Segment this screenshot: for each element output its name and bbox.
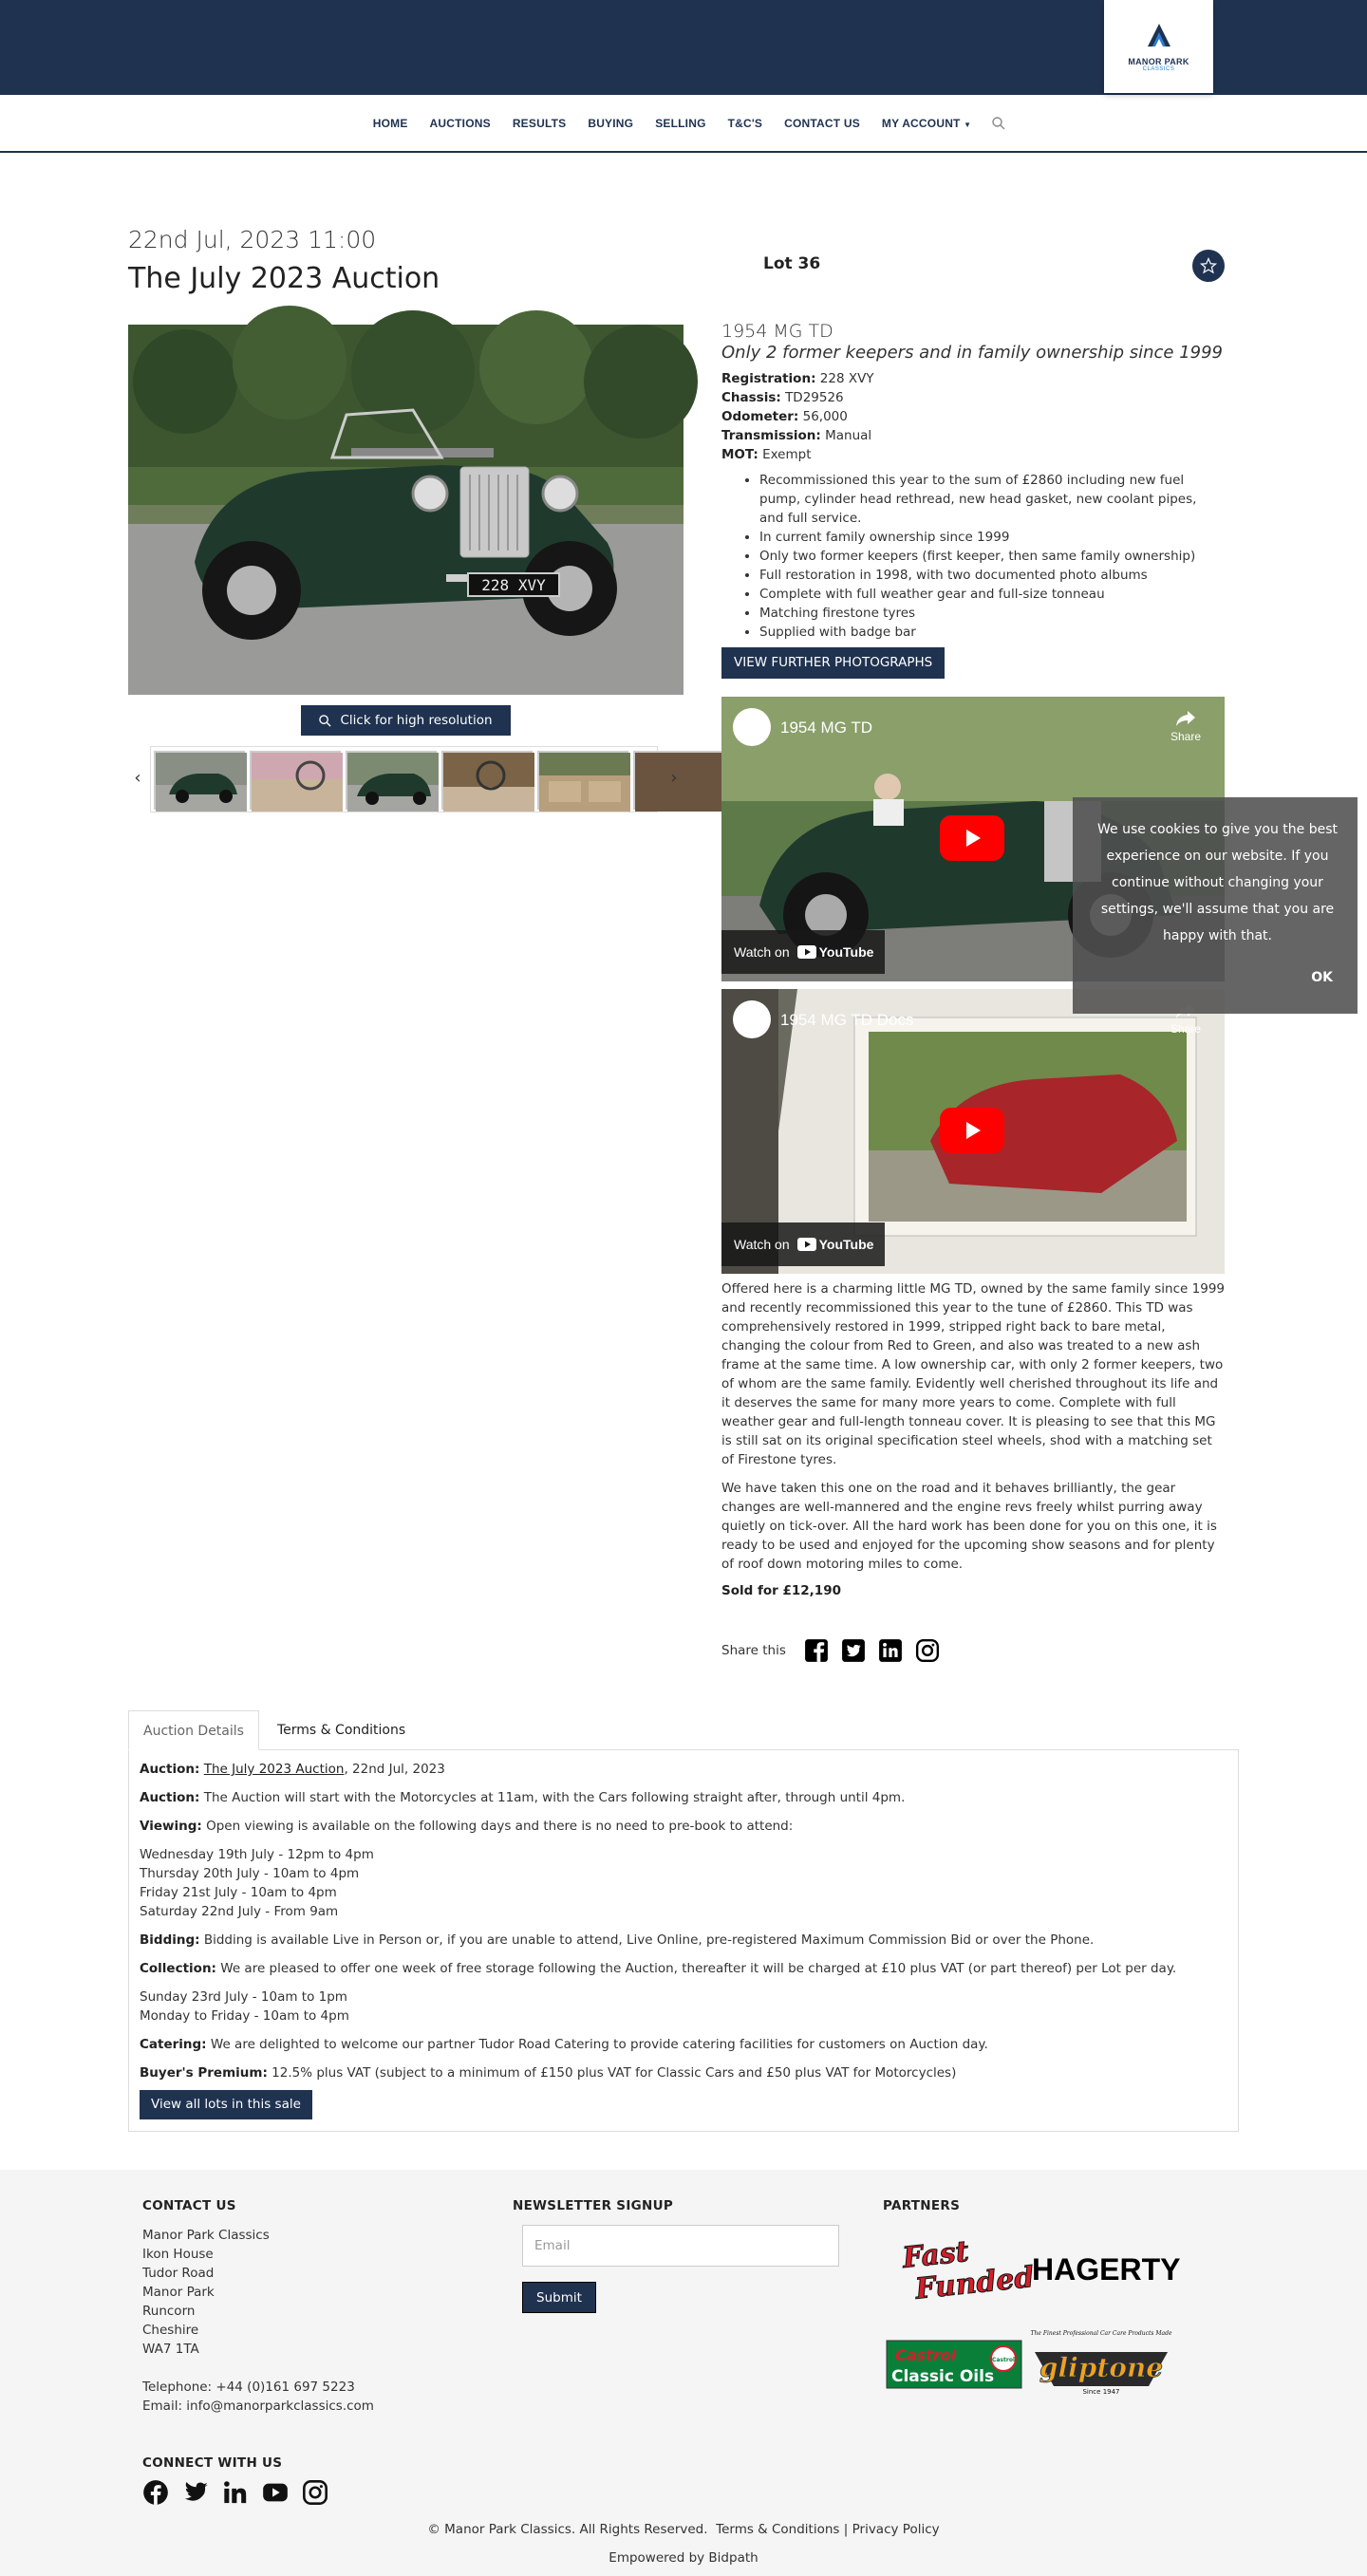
linkedin-icon[interactable] [222,2479,249,2506]
logo-name: MANOR PARK [1128,57,1189,66]
spec-label: MOT: [721,447,758,462]
spec-value: TD29526 [785,390,844,405]
detail-viewing [140,1817,1227,1836]
spec-odometer [721,407,1225,426]
list-item: • Only two former keepers (first keeper, then same family ownership) [759,547,1225,566]
footer-separator: | [843,2522,849,2537]
gliptone-logo [1030,2327,1172,2396]
share-bar [721,1638,940,1663]
youtube-icon [797,945,816,959]
video-title[interactable]: 1954 MG TD Docs [780,1011,914,1029]
chevron-right-icon[interactable]: › [670,767,678,788]
watch-on-label: Watch on [734,1237,790,1252]
detail-label: Catering: [140,2037,207,2052]
detail-label: Auction: [140,1790,200,1805]
partner-fast-funded[interactable] [892,2229,1036,2306]
nav-auctions[interactable]: AUCTIONS [429,116,491,130]
thumbnail-strip [150,746,658,812]
auction-details-panel [128,1750,1239,2132]
view-all-lots-button[interactable]: View all lots in this sale [140,2090,312,2119]
nav-tcs[interactable]: T&C'S [727,116,763,130]
search-icon [319,715,331,727]
footer-social [142,2479,328,2506]
description-paragraph: Offered here is a charming little MG TD, owned by the same family since 1999 and recently recommissioned this year to the tune of £2860. This TD was comprehensively restored in 1999, stripped right back to bare metal, changing the colour from Red to Green, and also was treated to a new ash frame at the same time. A low ownership car, with only 2 former keepers, two of whom are the same family. Evidently well cherished throughout its life and it deserves the same for many more years to come. Complete with full weather gear and full-length tonneau cover. It is pleasing to see that this MG is still sat on its original specification steel wheels, shod with a matching set of Firestone tyres. [721,1281,1225,1467]
detail-label: Viewing: [140,1819,202,1834]
youtube-wordmark: YouTube [818,944,874,960]
newsletter-email-input[interactable]: Email [522,2225,839,2267]
channel-avatar[interactable] [733,708,771,746]
lot-number: Lot 36 [763,254,821,273]
thumbnail[interactable] [441,751,533,810]
view-photographs-button[interactable]: VIEW FURTHER PHOTOGRAPHS [721,647,945,679]
detail-catering [140,2035,1227,2054]
play-icon [962,1120,983,1141]
lot-details [721,321,1225,679]
partner-hagerty[interactable] [1030,2249,1181,2287]
copyright-text: © Manor Park Classics. All Rights Reserved. [427,2522,708,2537]
tab-auction-details[interactable]: Auction Details [128,1710,259,1750]
address-line: Ikon House [142,2247,214,2262]
address-line: Manor Park [142,2285,215,2300]
auction-tabs [128,1710,1239,1750]
car-photo [128,325,684,695]
address-line: Runcorn [142,2304,196,2319]
viewing-day: Friday 21st July - 10am to 4pm [140,1885,337,1900]
address-line: Cheshire [142,2323,199,2338]
instagram-icon[interactable] [302,2479,328,2506]
auction-title: The July 2023 Auction [128,262,440,295]
auction-link[interactable]: The July 2023 Auction [203,1762,345,1777]
email-link[interactable]: Email: info@manorparkclassics.com [142,2399,374,2414]
connect-heading: CONNECT WITH US [142,2455,283,2471]
detail-bidding [140,1931,1227,1950]
cookie-message: We use cookies to give you the best experience on our website. If you continue without changing your settings, we'll assume that you are happy with that. [1096,822,1338,943]
nav-results[interactable]: RESULTS [512,116,567,130]
copyright-line [0,2522,1367,2537]
partner-castrol[interactable] [886,2340,1022,2389]
spec-value: 56,000 [802,409,848,424]
detail-premium [140,2063,1227,2082]
description-paragraph: We have taken this one on the road and it behaves brilliantly, the gear changes are well-mannered and the engine revs freely whilst purring away quietly on tick-over. All the hard work has been done for you on this one, it is ready to be used and enjoyed for the upcoming show seasons and for plenty of roof down motoring miles to come. [721,1481,1217,1572]
nav-home[interactable]: HOME [372,116,408,130]
lot-highlights [759,471,1225,642]
star-icon [1200,257,1217,274]
thumbnail[interactable] [537,751,628,810]
site-logo[interactable] [1104,0,1213,93]
share-label: Share [1170,730,1201,743]
high-resolution-button[interactable] [301,705,511,736]
youtube-wordmark: YouTube [818,1237,874,1252]
youtube-icon [797,1238,816,1251]
cookie-ok-button[interactable]: OK [1311,970,1333,985]
list-item: • Full restoration in 1998, with two documented photo albums [759,566,1225,585]
share-button[interactable] [1170,710,1201,743]
collection-day: Monday to Friday - 10am to 4pm [140,2008,349,2024]
partner-gliptone[interactable] [1030,2327,1172,2396]
twitter-icon[interactable] [841,1638,866,1663]
lot-description [721,1279,1225,1583]
caret-down-icon: ▼ [964,120,972,129]
share-this-label: Share this [721,1643,786,1658]
main-car-image[interactable] [128,325,684,695]
watch-on-label: Watch on [734,944,790,960]
lot-title: 1954 MG TD [721,321,833,342]
nav-contact[interactable]: CONTACT US [784,116,860,130]
number-plate: 228 XVY [481,576,546,594]
detail-label: Auction: [140,1762,200,1777]
fast-funded-line1: Fast [901,2234,971,2275]
facebook-icon[interactable] [142,2479,169,2506]
spec-registration [721,369,1225,388]
share-label: Share [1170,1022,1201,1036]
address-line: WA7 1TA [142,2342,199,2357]
detail-text: The Auction will start with the Motorcycles at 11am, with the Cars following straight after, through until 4pm. [203,1790,906,1805]
newsletter-heading: NEWSLETTER SIGNUP [513,2198,674,2213]
detail-text: 12.5% plus VAT (subject to a minimum of £150 plus VAT for Classic Cars and £50 plus VAT for Motorcycles) [272,2065,957,2081]
detail-text: Open viewing is available on the following days and there is no need to pre-book to attend: [206,1819,794,1834]
viewing-day: Wednesday 19th July - 12pm to 4pm [140,1847,374,1862]
spec-value: 228 XVY [819,371,874,386]
fast-funded-line2: Funded [913,2260,1036,2306]
logo-sub: CLASSICS [1142,66,1175,72]
fast-funded-logo [892,2229,1036,2306]
spec-value: Manual [825,428,872,443]
video-title[interactable]: 1954 MG TD [780,719,873,737]
list-item: • In current family ownership since 1999 [759,528,1225,547]
play-button[interactable] [940,815,1004,861]
spec-chassis [721,388,1225,407]
collection-day: Sunday 23rd July - 10am to 1pm [140,1989,347,2005]
thumbnail[interactable] [346,751,437,810]
hagerty-wordmark: HAGERTY [1032,2252,1181,2287]
detail-auction [140,1760,1227,1779]
spec-label: Odometer: [721,409,799,424]
spec-transmission [721,426,1225,445]
viewing-day: Saturday 22nd July - From 9am [140,1904,339,1919]
video-player[interactable] [721,989,1225,1274]
thumbnail[interactable] [154,751,245,810]
list-item: • Complete with full weather gear and full-size tonneau [759,585,1225,604]
spec-label: Registration: [721,371,816,386]
detail-text: Bidding is available Live in Person or, if you are unable to attend, Live Online, pre-registered Maximum Commission Bid or over the Phone. [203,1932,1095,1948]
castrol-classic-oils-logo [886,2340,1022,2389]
spec-label: Transmission: [721,428,821,443]
castrol-badge: Castrol [991,2357,1016,2363]
tab-terms-conditions[interactable]: Terms & Conditions [277,1723,406,1738]
detail-label: Collection: [140,1961,216,1976]
spec-value: Exempt [762,447,812,462]
search-icon[interactable] [992,117,1005,130]
detail-auction-times [140,1788,1227,1807]
channel-avatar[interactable] [733,1000,771,1038]
facebook-icon[interactable] [804,1638,829,1663]
high-resolution-label: Click for high resolution [340,713,493,728]
logo-mark-icon [1143,21,1175,53]
nav-buying[interactable]: BUYING [588,116,634,130]
spec-mot [721,445,1225,464]
detail-date: , 22nd Jul, 2023 [344,1762,445,1777]
gliptone-wordmark: gliptone [1039,2352,1164,2383]
youtube-logo [797,944,874,960]
nav-selling[interactable]: SELLING [655,116,706,130]
detail-collection [140,1959,1227,1978]
cookie-banner [1073,797,1358,1014]
detail-label: Buyer's Premium: [140,2065,268,2081]
instagram-icon[interactable] [915,1638,940,1663]
privacy-link[interactable]: Privacy Policy [852,2522,940,2537]
gliptone-tagline: The Finest Professional Car Care Products Made [1030,2330,1172,2337]
spec-label: Chassis: [721,390,781,405]
gliptone-since: Since 1947 [1082,2388,1120,2396]
share-arrow-icon [1175,710,1196,727]
contact-heading: CONTACT US [142,2198,236,2213]
twitter-icon[interactable] [182,2479,209,2506]
thumbnail-carousel [128,746,684,812]
thumbnail[interactable] [250,751,341,810]
nav-my-account[interactable] [871,117,982,130]
viewing-days [140,1845,1227,1921]
youtube-logo [797,1237,874,1252]
castrol-line1: Castrol [895,2346,957,2364]
detail-text: We are delighted to welcome our partner Tudor Road Catering to provide catering facilities for customers on Auction day. [210,2037,988,2052]
list-item: • Recommissioned this year to the sum of £2860 including new fuel pump, cylinder head rethread, new head gasket, new coolant pipes, and full service. [759,471,1225,528]
youtube-icon[interactable] [262,2479,289,2506]
chevron-left-icon[interactable]: ‹ [134,767,141,788]
watch-on-youtube[interactable] [721,930,885,974]
collection-days [140,1988,1227,2025]
watch-on-youtube[interactable] [721,1223,885,1266]
contact-address [142,2226,374,2416]
detail-text: We are pleased to offer one week of free storage following the Auction, thereafter it will be charged at £10 plus VAT (or part thereof) per Lot per day. [220,1961,1177,1976]
address-line: Tudor Road [142,2266,215,2281]
list-item: • Matching firestone tyres [759,604,1225,623]
viewing-day: Thursday 20th July - 10am to 4pm [140,1866,360,1881]
favourite-button[interactable] [1192,250,1225,282]
sold-price: Sold for £12,190 [721,1583,841,1598]
linkedin-icon[interactable] [878,1638,903,1663]
terms-link[interactable]: Terms & Conditions [716,2522,840,2537]
partners-heading: PARTNERS [883,2198,961,2213]
hagerty-logo [1030,2249,1181,2287]
play-icon [962,828,983,849]
telephone[interactable]: Telephone: +44 (0)161 697 5223 [142,2380,355,2395]
main-nav [0,95,1367,153]
powered-by[interactable]: Empowered by Bidpath [609,2550,758,2566]
castrol-line2: Classic Oils [891,2367,995,2386]
address-line: Manor Park Classics [142,2228,270,2243]
auction-date: 22nd Jul, 2023 11:00 [128,226,377,253]
lot-subtitle: Only 2 former keepers and in family ownership since 1999 [721,343,1224,363]
detail-label: Bidding: [140,1932,200,1948]
play-button[interactable] [940,1108,1004,1153]
list-item: • Supplied with badge bar [759,623,1225,642]
newsletter-submit-button[interactable]: Submit [522,2282,596,2313]
nav-my-account-label: MY ACCOUNT [881,116,961,130]
